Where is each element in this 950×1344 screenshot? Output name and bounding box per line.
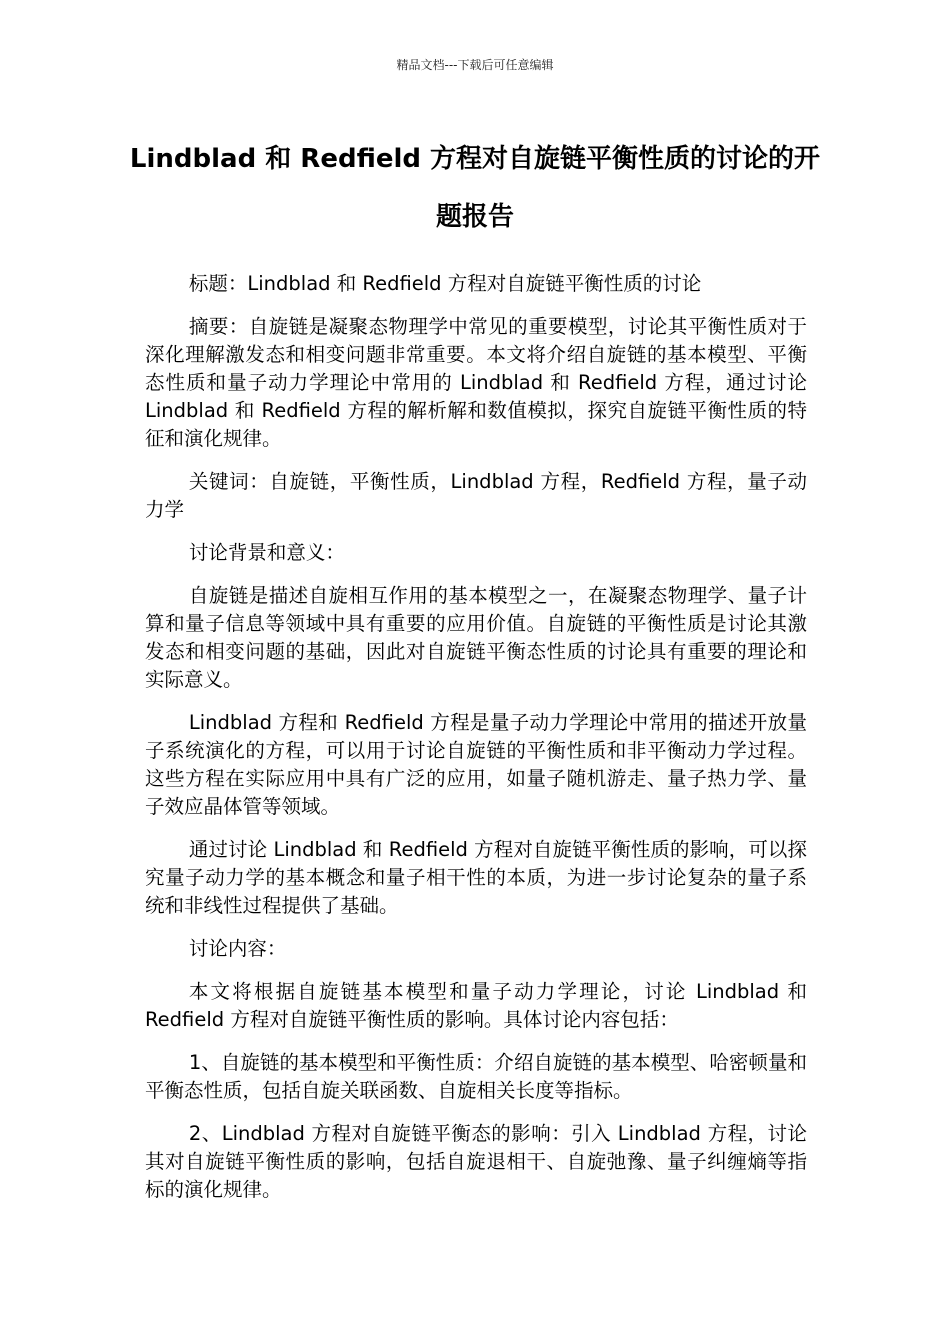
paragraph-content-item-2: 2、Lindblad 方程对自旋链平衡态的影响：引入 Lindblad 方程，讨论其对自旋链平衡性质的影响，包括自旋退相干、自旋弛豫、量子纠缠熵等指标的演化规律。 bbox=[145, 1122, 807, 1201]
document-body bbox=[145, 270, 807, 1219]
paragraph-keywords: 关键词：自旋链，平衡性质，Lindblad 方程，Redfield 方程，量子动力学 bbox=[145, 470, 807, 521]
paragraph-content-intro: 本文将根据自旋链基本模型和量子动力学理论，讨论 Lindblad 和 Redfield 方程对自旋链平衡性质的影响。具体讨论内容包括： bbox=[145, 980, 807, 1031]
paragraph-background-1: 自旋链是描述自旋相互作用的基本模型之一，在凝聚态物理学、量子计算和量子信息等领域中具有重要的应用价值。自旋链的平衡性质是讨论其激发态和相变问题的基础，因此对自旋链平衡态性质的讨论具有重要的理论和实际意义。 bbox=[145, 584, 807, 691]
paragraph-background-3: 通过讨论 Lindblad 和 Redfield 方程对自旋链平衡性质的影响，可以探究量子动力学的基本概念和量子相干性的本质，为进一步讨论复杂的量子系统和非线性过程提供了基础。 bbox=[145, 838, 807, 917]
header-note: 精品文档---下载后可任意编辑 bbox=[396, 58, 554, 72]
paragraph-topic: 标题：Lindblad 和 Redfield 方程对自旋链平衡性质的讨论 bbox=[188, 272, 702, 295]
document-title: Lindblad 和 Redfield 方程对自旋链平衡性质的讨论的开题报告 bbox=[129, 144, 821, 232]
section-heading-content: 讨论内容： bbox=[188, 937, 287, 960]
section-heading-background: 讨论背景和意义： bbox=[188, 541, 345, 564]
paragraph-content-item-1: 1、自旋链的基本模型和平衡性质：介绍自旋链的基本模型、哈密顿量和平衡态性质，包括自旋关联函数、自旋相关长度等指标。 bbox=[145, 1051, 807, 1102]
paragraph-abstract: 摘要：自旋链是凝聚态物理学中常见的重要模型，讨论其平衡性质对于深化理解激发态和相变问题非常重要。本文将介绍自旋链的基本模型、平衡态性质和量子动力学理论中常用的 Lindblad 和 Redfield 方程，通过讨论 Lindblad 和 Redfield 方程的解析解和数值模拟，探究自旋链平衡性质的特征和演化规律。 bbox=[145, 315, 807, 450]
paragraph-background-2: Lindblad 方程和 Redfield 方程是量子动力学理论中常用的描述开放量子系统演化的方程，可以用于讨论自旋链的平衡性质和非平衡动力学过程。这些方程在实际应用中具有广泛的应用，如量子随机游走、量子热力学、量子效应晶体管等领域。 bbox=[145, 711, 807, 818]
